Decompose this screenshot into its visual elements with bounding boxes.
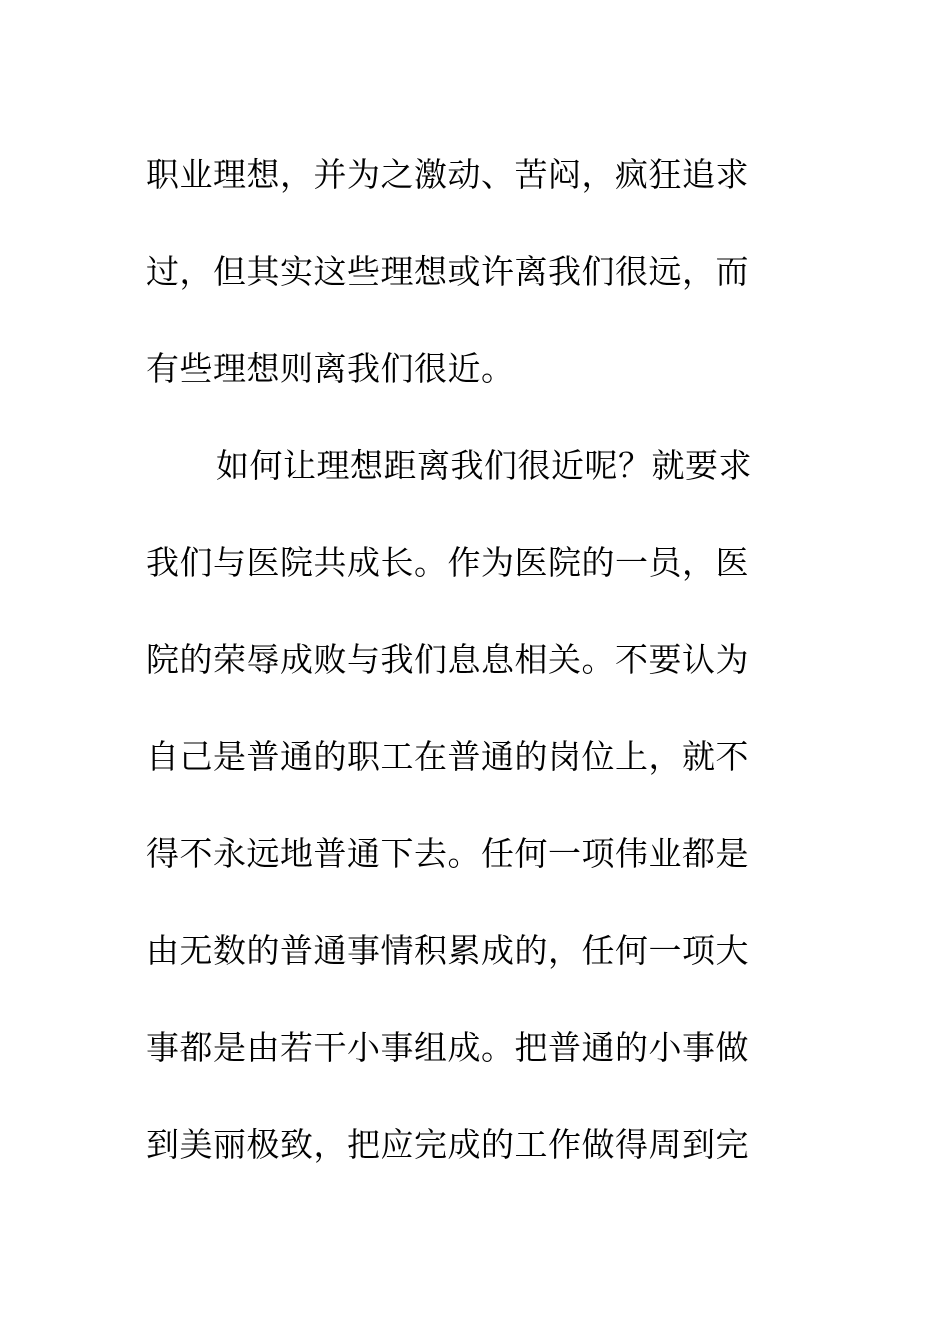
text-line: 院的荣辱成败与我们息息相关。不要认为 xyxy=(146,640,749,679)
text-line: 由无数的普通事情积累成的，任何一项大 xyxy=(146,931,749,970)
text-line: 到美丽极致，把应完成的工作做得周到完 xyxy=(146,1125,749,1164)
text-line: 我们与医院共成长。作为医院的一员，医 xyxy=(146,543,749,582)
body-text xyxy=(146,126,786,1193)
text-line: 事都是由若干小事组成。把普通的小事做 xyxy=(146,1028,749,1067)
text-line: 有些理想则离我们很近。 xyxy=(146,349,515,388)
text-line: 得不永远地普通下去。任何一项伟业都是 xyxy=(146,834,749,873)
text-line: 自己是普通的职工在普通的岗位上，就不 xyxy=(146,737,749,776)
text-line: 过，但其实这些理想或许离我们很远，而 xyxy=(146,252,749,291)
text-line: 职业理想，并为之激动、苦闷，疯狂追求 xyxy=(146,155,749,194)
paragraph-first-line: 如何让理想距离我们很近呢？就要求 xyxy=(216,446,752,485)
